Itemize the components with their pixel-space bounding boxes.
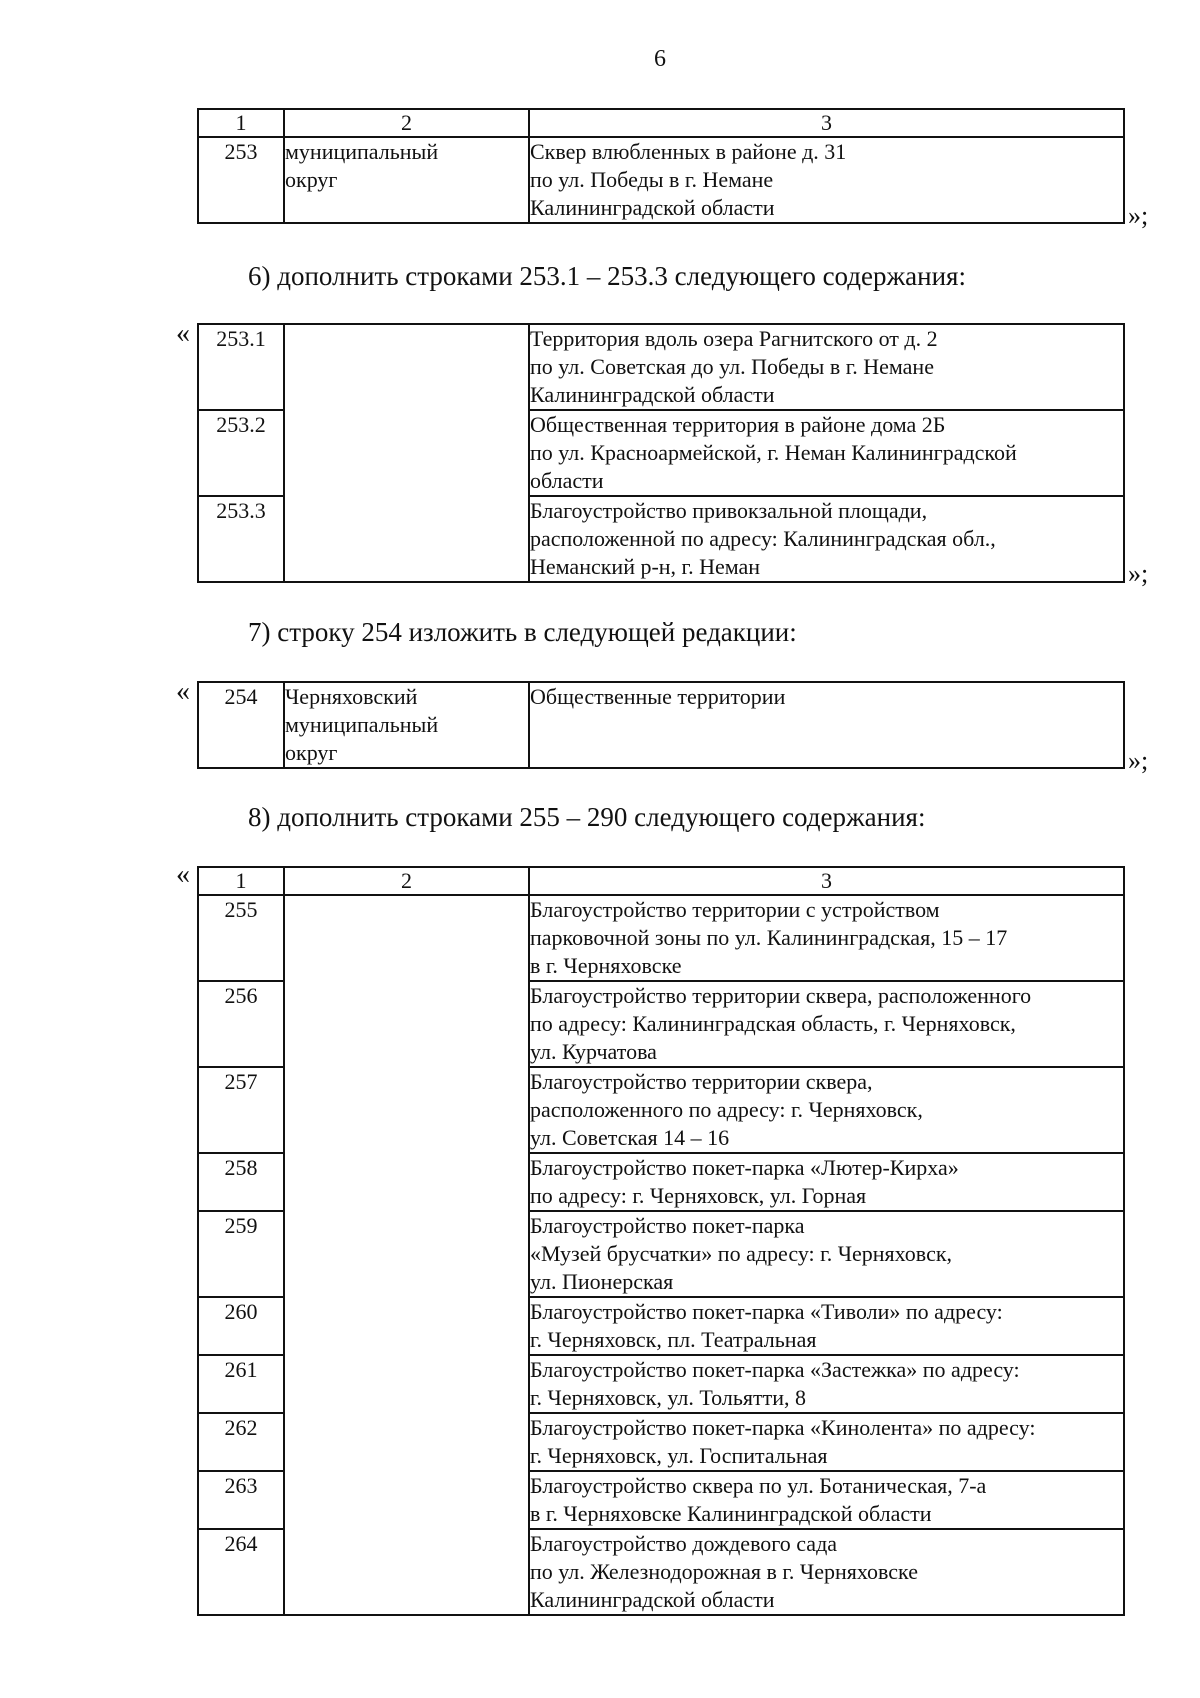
- cell-line: г. Черняховск, ул. Госпитальная: [530, 1443, 828, 1468]
- column-header-3: 3: [529, 109, 1124, 137]
- territory-cell: [529, 1471, 1124, 1529]
- territory-cell: [529, 1067, 1124, 1153]
- cell-line: муниципальный: [285, 712, 439, 737]
- column-header-1: 1: [198, 109, 284, 137]
- cell-line: муниципальный: [285, 139, 439, 164]
- row-number: 263: [198, 1471, 284, 1529]
- table-header-row: [198, 109, 1124, 137]
- cell-line: ул. Советская 14 – 16: [530, 1125, 730, 1150]
- row-number: 258: [198, 1153, 284, 1211]
- cell-line: Благоустройство покет-парка «Застежка» по адресу:: [530, 1357, 1020, 1382]
- cell-line: Общественные территории: [530, 684, 786, 709]
- row-number: 253.1: [198, 324, 284, 410]
- cell-line: области: [530, 468, 604, 493]
- cell-line: парковочной зоны по ул. Калининградская, 15 – 17: [530, 925, 1008, 950]
- section-6-heading: 6) дополнить строками 253.1 – 253.3 следующего содержания:: [248, 261, 966, 291]
- close-quote: »;: [1128, 559, 1149, 588]
- cell-line: по ул. Железнодорожная в г. Черняховске: [530, 1559, 918, 1584]
- cell-line: Общественная территория в районе дома 2Б: [530, 412, 946, 437]
- municipality-cell: [284, 682, 529, 768]
- rows-253-addition-table: [197, 323, 1125, 583]
- row-number: 253.3: [198, 496, 284, 582]
- territory-cell: [529, 496, 1124, 582]
- open-quote: «: [176, 676, 190, 707]
- row-number: 261: [198, 1355, 284, 1413]
- territory-cell: [529, 1153, 1124, 1211]
- cell-line: Благоустройство покет-парка «Кинолента» по адресу:: [530, 1415, 1036, 1440]
- open-quote: «: [176, 318, 190, 349]
- row-number: 257: [198, 1067, 284, 1153]
- territory-cell: [529, 1529, 1124, 1615]
- cell-line: Благоустройство территории с устройством: [530, 897, 940, 922]
- municipality-cell: [284, 324, 529, 582]
- cell-line: Благоустройство покет-парка: [530, 1213, 805, 1238]
- row-number: 262: [198, 1413, 284, 1471]
- table-row: [198, 324, 1124, 410]
- cell-line: ул. Пионерская: [530, 1269, 674, 1294]
- cell-line: в г. Черняховске: [530, 953, 682, 978]
- cell-line: расположенной по адресу: Калининградская обл.,: [530, 526, 996, 551]
- row-number: 253.2: [198, 410, 284, 496]
- territory-cell: [529, 1297, 1124, 1355]
- table-header-row: [198, 867, 1124, 895]
- cell-line: Калининградской области: [530, 195, 775, 220]
- cell-line: Благоустройство территории сквера,: [530, 1069, 873, 1094]
- cell-line: Благоустройство привокзальной площади,: [530, 498, 928, 523]
- cell-line: по ул. Победы в г. Немане: [530, 167, 774, 192]
- section-7-heading: 7) строку 254 изложить в следующей редакции:: [248, 617, 797, 647]
- cell-line: по ул. Советская до ул. Победы в г. Немане: [530, 354, 934, 379]
- page-number: 6: [654, 46, 666, 72]
- cell-line: ул. Курчатова: [530, 1039, 657, 1064]
- open-quote: «: [176, 859, 190, 890]
- row-number: 260: [198, 1297, 284, 1355]
- cell-line: Калининградской области: [530, 1587, 775, 1612]
- cell-line: Черняховский: [285, 684, 418, 709]
- cell-line: г. Черняховск, пл. Театральная: [530, 1327, 817, 1352]
- row-number: 264: [198, 1529, 284, 1615]
- cell-line: Благоустройство сквера по ул. Ботаническая, 7-а: [530, 1473, 987, 1498]
- cell-line: по адресу: г. Черняховск, ул. Горная: [530, 1183, 867, 1208]
- cell-line: Неманский р-н, г. Неман: [530, 554, 761, 579]
- territory-cell: [529, 1355, 1124, 1413]
- cell-line: по ул. Красноармейской, г. Неман Калининградской: [530, 440, 1017, 465]
- cell-line: по адресу: Калининградская область, г. Черняховск,: [530, 1011, 1016, 1036]
- cell-line: Территория вдоль озера Рагнитского от д. 2: [530, 326, 938, 351]
- cell-line: г. Черняховск, ул. Тольятти, 8: [530, 1385, 807, 1410]
- cell-line: округ: [285, 740, 338, 765]
- row-number: 255: [198, 895, 284, 981]
- municipality-cell: [284, 895, 529, 1615]
- cell-line: Благоустройство покет-парка «Лютер-Кирха»: [530, 1155, 959, 1180]
- row-254-table: [197, 681, 1125, 769]
- table-row-253-block: [197, 108, 1125, 224]
- cell-line: Благоустройство дождевого сада: [530, 1531, 838, 1556]
- column-header-1: 1: [198, 867, 284, 895]
- row-number: 259: [198, 1211, 284, 1297]
- cell-line: Калининградской области: [530, 382, 775, 407]
- cell-line: «Музей брусчатки» по адресу: г. Черняховск,: [530, 1241, 953, 1266]
- cell-line: Сквер влюбленных в районе д. 31: [530, 139, 847, 164]
- close-quote: »;: [1128, 746, 1149, 775]
- row-number: 254: [198, 682, 284, 768]
- table-row: [198, 895, 1124, 981]
- section-8-heading: 8) дополнить строками 255 – 290 следующего содержания:: [248, 802, 926, 832]
- cell-line: в г. Черняховске Калининградской области: [530, 1501, 932, 1526]
- territory-cell: [529, 1413, 1124, 1471]
- column-header-2: 2: [284, 109, 529, 137]
- close-quote: »;: [1128, 201, 1149, 230]
- territory-cell: [529, 1211, 1124, 1297]
- row-number: 253: [198, 137, 284, 223]
- cell-line: Благоустройство территории сквера, расположенного: [530, 983, 1032, 1008]
- territory-cell: [529, 137, 1124, 223]
- cell-line: округ: [285, 167, 338, 192]
- cell-line: Благоустройство покет-парка «Тиволи» по адресу:: [530, 1299, 1003, 1324]
- territory-cell: [529, 981, 1124, 1067]
- territory-cell: [529, 895, 1124, 981]
- cell-line: расположенного по адресу: г. Черняховск,: [530, 1097, 923, 1122]
- table-row: [198, 137, 1124, 223]
- row-number: 256: [198, 981, 284, 1067]
- column-header-2: 2: [284, 867, 529, 895]
- territory-cell: [529, 410, 1124, 496]
- column-header-3: 3: [529, 867, 1124, 895]
- rows-255-290-table: [197, 866, 1125, 1616]
- municipality-cell: [284, 137, 529, 223]
- territory-cell: [529, 324, 1124, 410]
- territory-cell: [529, 682, 1124, 768]
- table-row: [198, 682, 1124, 768]
